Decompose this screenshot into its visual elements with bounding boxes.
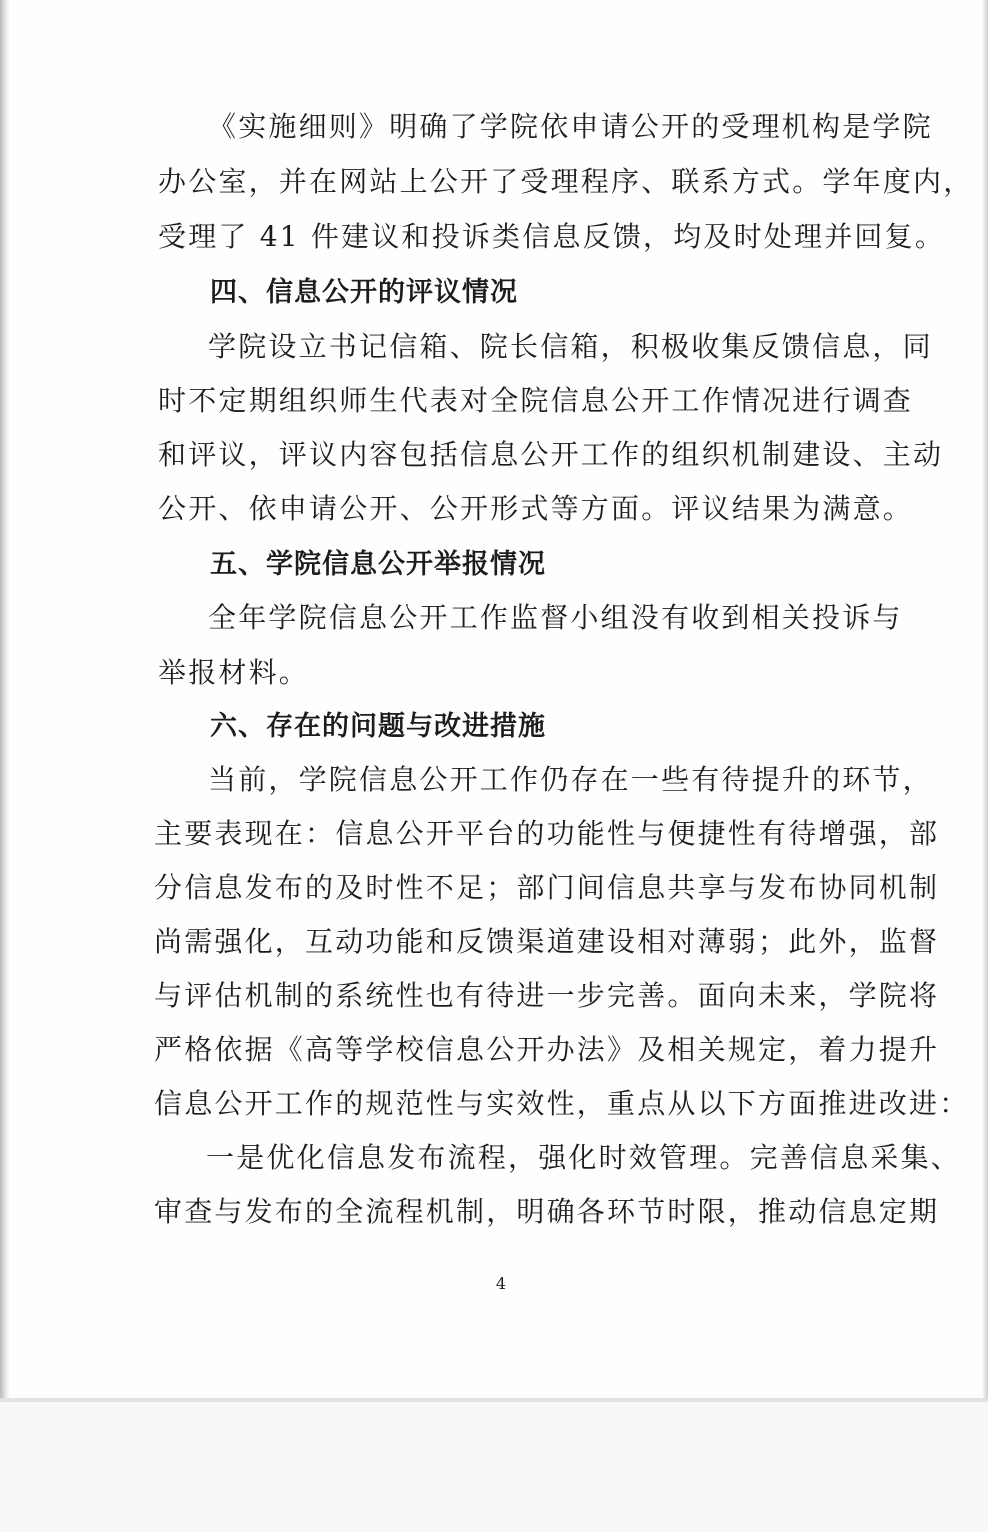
scan-edge-left	[0, 0, 10, 1528]
paragraph-line: 和评议，评议内容包括信息公开工作的组织机制建设、主动	[158, 438, 944, 471]
paragraph-line: 时不定期组织师生代表对全院信息公开工作情况进行调查	[158, 384, 914, 417]
page-number: 4	[495, 1274, 507, 1293]
section-heading: 五、学院信息公开举报情况	[210, 549, 546, 580]
paragraph-line: 受理了 41 件建议和投诉类信息反馈，均及时处理并回复。	[158, 220, 946, 253]
paragraph-line: 分信息发布的及时性不足；部门间信息共享与发布协同机制	[154, 871, 940, 904]
paragraph-line: 信息公开工作的规范性与实效性，重点从以下方面推进改进：	[154, 1087, 970, 1120]
paragraph-line: 主要表现在：信息公开平台的功能性与便捷性有待增强，部	[154, 817, 940, 850]
paragraph-line: 全年学院信息公开工作监督小组没有收到相关投诉与	[208, 601, 903, 634]
paragraph-line: 严格依据《高等学校信息公开办法》及相关规定，着力提升	[154, 1033, 940, 1066]
paragraph-line: 公开、依申请公开、公开形式等方面。评议结果为满意。	[158, 492, 914, 525]
paragraph-line: 与评估机制的系统性也有待进一步完善。面向未来，学院将	[154, 979, 940, 1012]
scan-edge-right	[982, 0, 988, 1400]
paragraph-line: 当前，学院信息公开工作仍存在一些有待提升的环节，	[208, 763, 933, 796]
section-heading: 四、信息公开的评议情况	[210, 277, 518, 308]
paragraph-line: 尚需强化，互动功能和反馈渠道建设相对薄弱；此外，监督	[154, 925, 940, 958]
paragraph-line: 《实施细则》明确了学院依申请公开的受理机构是学院	[208, 110, 933, 143]
paragraph-line: 学院设立书记信箱、院长信箱，积极收集反馈信息，同	[208, 330, 933, 363]
paragraph-line: 审查与发布的全流程机制，明确各环节时限，推动信息定期	[154, 1195, 940, 1228]
scan-bottom-margin	[0, 1398, 988, 1532]
paragraph-line: 举报材料。	[158, 656, 310, 689]
paragraph-line: 办公室，并在网站上公开了受理程序、联系方式。学年度内，	[158, 165, 974, 198]
paragraph-line: 一是优化信息发布流程，强化时效管理。完善信息采集、	[206, 1141, 962, 1174]
section-heading: 六、存在的问题与改进措施	[210, 711, 546, 742]
